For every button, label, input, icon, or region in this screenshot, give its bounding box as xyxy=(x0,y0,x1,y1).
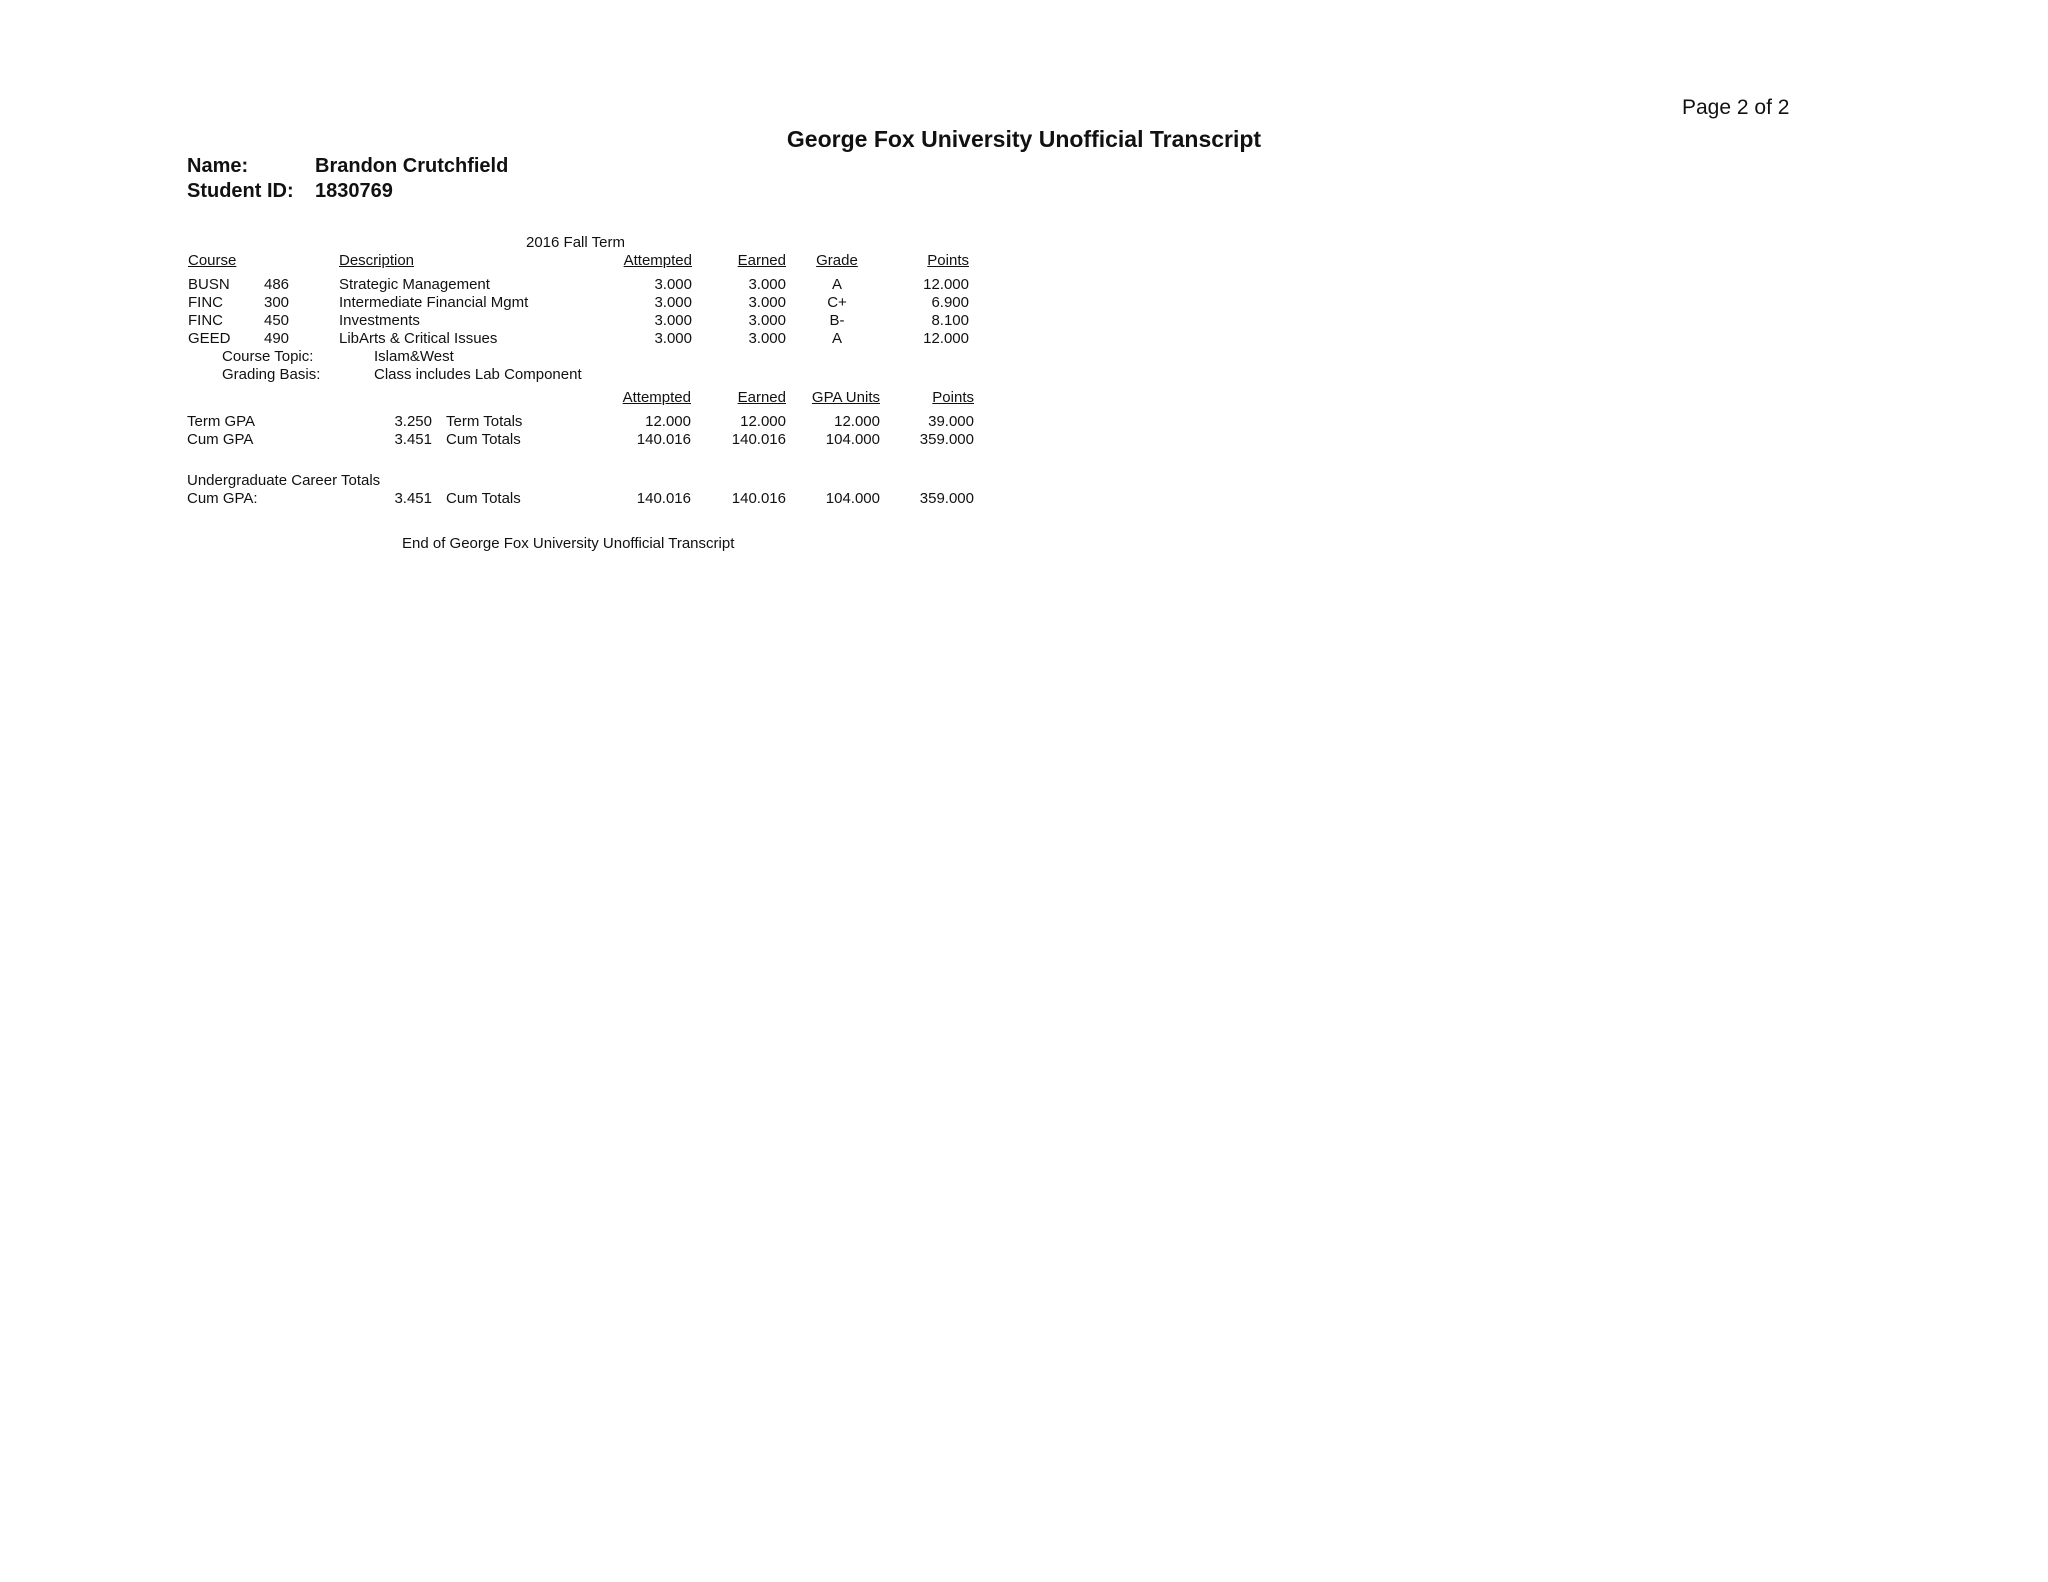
course-subject: BUSN xyxy=(188,276,230,293)
course-points: 12.000 xyxy=(923,330,969,347)
course-subject: GEED xyxy=(188,330,231,347)
grading-basis-value: Class includes Lab Component xyxy=(374,366,582,383)
totals-header-gpa-units: GPA Units xyxy=(811,389,880,406)
course-points: 12.000 xyxy=(923,276,969,293)
course-description: LibArts & Critical Issues xyxy=(339,330,498,347)
totals-header-earned: Earned xyxy=(737,389,786,406)
course-grade: C+ xyxy=(827,294,847,311)
course-number: 490 xyxy=(264,330,290,347)
course-attempted: 3.000 xyxy=(654,294,692,311)
col-header-description: Description xyxy=(339,252,415,269)
course-description: Intermediate Financial Mgmt xyxy=(339,294,529,311)
course-description: Investments xyxy=(339,312,420,329)
course-grade: A xyxy=(831,276,842,293)
totals-header-points: Points xyxy=(932,389,974,406)
totals-points: 39.000 xyxy=(928,413,974,430)
career-totals-label: Cum Totals xyxy=(446,490,521,507)
course-attempted: 3.000 xyxy=(654,312,692,329)
transcript-footer: End of George Fox University Unofficial Transcript xyxy=(402,535,735,552)
student-id-label: Student ID: xyxy=(187,180,294,202)
totals-header-attempted: Attempted xyxy=(622,389,691,406)
col-header-earned: Earned xyxy=(737,252,786,269)
course-points: 8.100 xyxy=(931,312,969,329)
course-number: 486 xyxy=(264,276,290,293)
career-points: 359.000 xyxy=(919,490,974,507)
totals-points: 359.000 xyxy=(919,431,974,448)
course-description: Strategic Management xyxy=(339,276,490,293)
career-earned: 140.016 xyxy=(731,490,786,507)
course-earned: 3.000 xyxy=(748,294,786,311)
col-header-grade: Grade xyxy=(816,252,858,269)
course-attempted: 3.000 xyxy=(654,330,692,347)
career-heading: Undergraduate Career Totals xyxy=(187,472,381,489)
gpa-value: 3.250 xyxy=(394,413,432,430)
course-grade: A xyxy=(831,330,842,347)
career-attempted: 140.016 xyxy=(636,490,691,507)
totals-label: Term Totals xyxy=(446,413,523,430)
page-number: Page 2 of 2 xyxy=(1682,96,1790,119)
course-grade: B- xyxy=(829,312,845,329)
totals-earned: 140.016 xyxy=(731,431,786,448)
totals-gpa-units: 104.000 xyxy=(825,431,880,448)
course-attempted: 3.000 xyxy=(654,276,692,293)
course-subject: FINC xyxy=(188,294,223,311)
totals-label: Cum Totals xyxy=(446,431,521,448)
course-earned: 3.000 xyxy=(748,330,786,347)
page-title: George Fox University Unofficial Transcript xyxy=(786,126,1262,152)
student-id: 1830769 xyxy=(315,180,393,202)
course-points: 6.900 xyxy=(931,294,969,311)
career-gpa-value: 3.451 xyxy=(394,490,432,507)
totals-attempted: 12.000 xyxy=(645,413,691,430)
totals-earned: 12.000 xyxy=(740,413,786,430)
col-header-attempted: Attempted xyxy=(623,252,692,269)
totals-gpa-units: 12.000 xyxy=(834,413,880,430)
course-earned: 3.000 xyxy=(748,312,786,329)
course-number: 450 xyxy=(264,312,290,329)
totals-attempted: 140.016 xyxy=(636,431,691,448)
col-header-course: Course xyxy=(188,252,237,269)
grading-basis-label: Grading Basis: xyxy=(222,366,321,383)
course-topic-label: Course Topic: xyxy=(222,348,314,365)
col-header-points: Points xyxy=(927,252,969,269)
course-subject: FINC xyxy=(188,312,223,329)
gpa-label: Cum GPA xyxy=(187,431,254,448)
student-name: Brandon Crutchfield xyxy=(315,155,509,177)
career-gpa-units: 104.000 xyxy=(825,490,880,507)
gpa-value: 3.451 xyxy=(394,431,432,448)
name-label: Name: xyxy=(187,155,249,177)
course-topic-value: Islam&West xyxy=(374,348,454,365)
gpa-label: Term GPA xyxy=(187,413,256,430)
career-gpa-label: Cum GPA: xyxy=(187,490,258,507)
term-name: 2016 Fall Term xyxy=(526,234,625,251)
course-earned: 3.000 xyxy=(748,276,786,293)
course-number: 300 xyxy=(264,294,290,311)
